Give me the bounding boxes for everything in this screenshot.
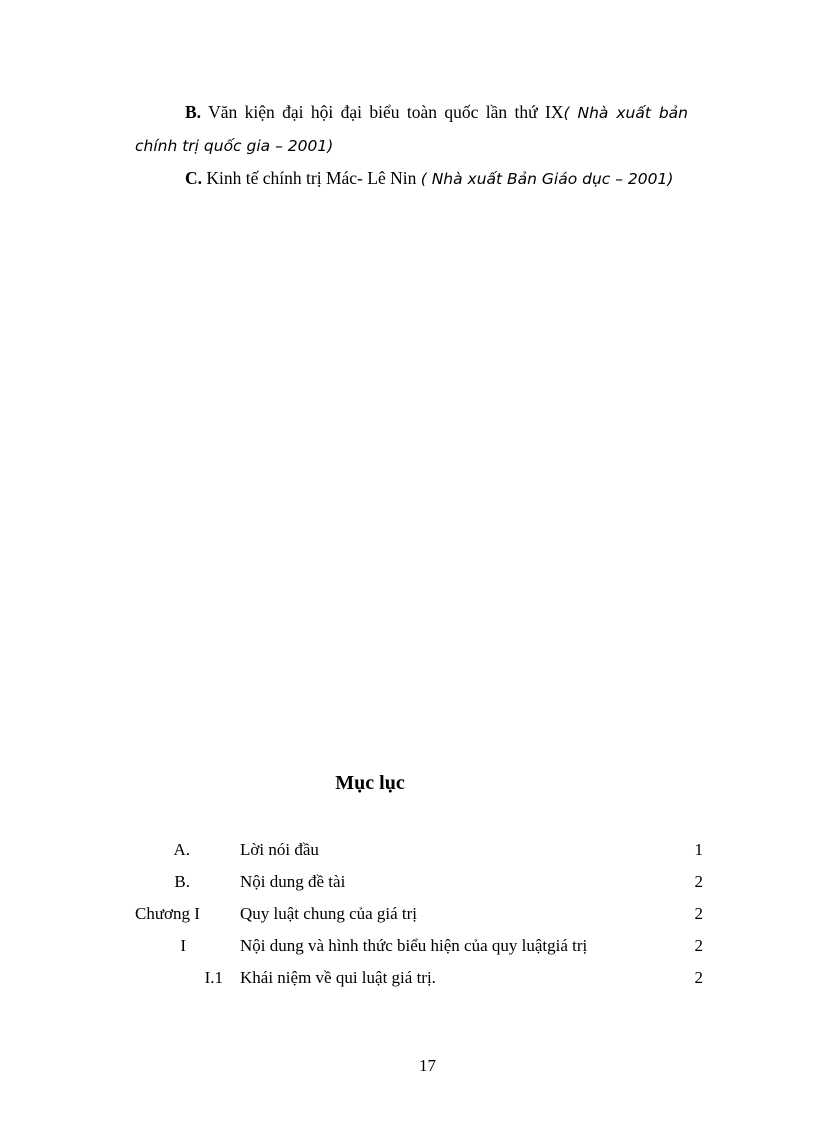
reference-c-source: ( Nhà xuất Bản Giáo dục – 2001) [420, 170, 674, 188]
reference-b-letter: B. [185, 102, 202, 122]
reference-b-line-2 [135, 129, 719, 162]
toc-entry-number: B. [174, 872, 190, 891]
toc-entry-text: Quy luật chung của giá trị [240, 904, 418, 923]
reference-b-text: Văn kiện đại hội đại biểu toàn quốc lần thứ IX [208, 102, 564, 122]
toc-entry-text: Nội dung đề tài [240, 872, 346, 891]
page-number: 17 [419, 1056, 436, 1075]
toc-entry-text: Lời nói đầu [240, 840, 319, 859]
toc-entry-page: 2 [694, 968, 703, 987]
reference-c-line [135, 162, 719, 195]
reference-b-source-part2: chính trị quốc gia – 2001) [135, 137, 334, 155]
toc-entry [130, 930, 710, 962]
toc-entry-number: A. [173, 840, 190, 859]
reference-c-text: Kinh tế chính trị Mác- Lê Nin [206, 168, 417, 188]
references-section [135, 96, 719, 195]
toc-entry-page: 2 [694, 904, 703, 923]
toc-entry [130, 962, 710, 994]
reference-c-letter: C. [185, 168, 203, 188]
table-of-contents [130, 834, 710, 994]
toc-entry [130, 834, 710, 866]
toc-entry-text: Nội dung và hình thức biểu hiện của quy luậtgiá trị [240, 936, 588, 955]
reference-b-line-1 [135, 96, 719, 129]
toc-entry-page: 2 [694, 936, 703, 955]
toc-entry-number: Chương I [135, 904, 200, 923]
toc-entry-number: I.1 [204, 968, 223, 987]
toc-entry-number: I [180, 936, 186, 955]
toc-entry [130, 866, 710, 898]
toc-entry-page: 1 [694, 840, 703, 859]
toc-title: Mục lục [335, 772, 405, 794]
toc-entry-text: Khái niệm về qui luật giá trị. [240, 968, 436, 987]
toc-entry-page: 2 [694, 872, 703, 891]
toc-entry [130, 898, 710, 930]
reference-b-source-part1: ( Nhà xuất bản [563, 104, 688, 122]
